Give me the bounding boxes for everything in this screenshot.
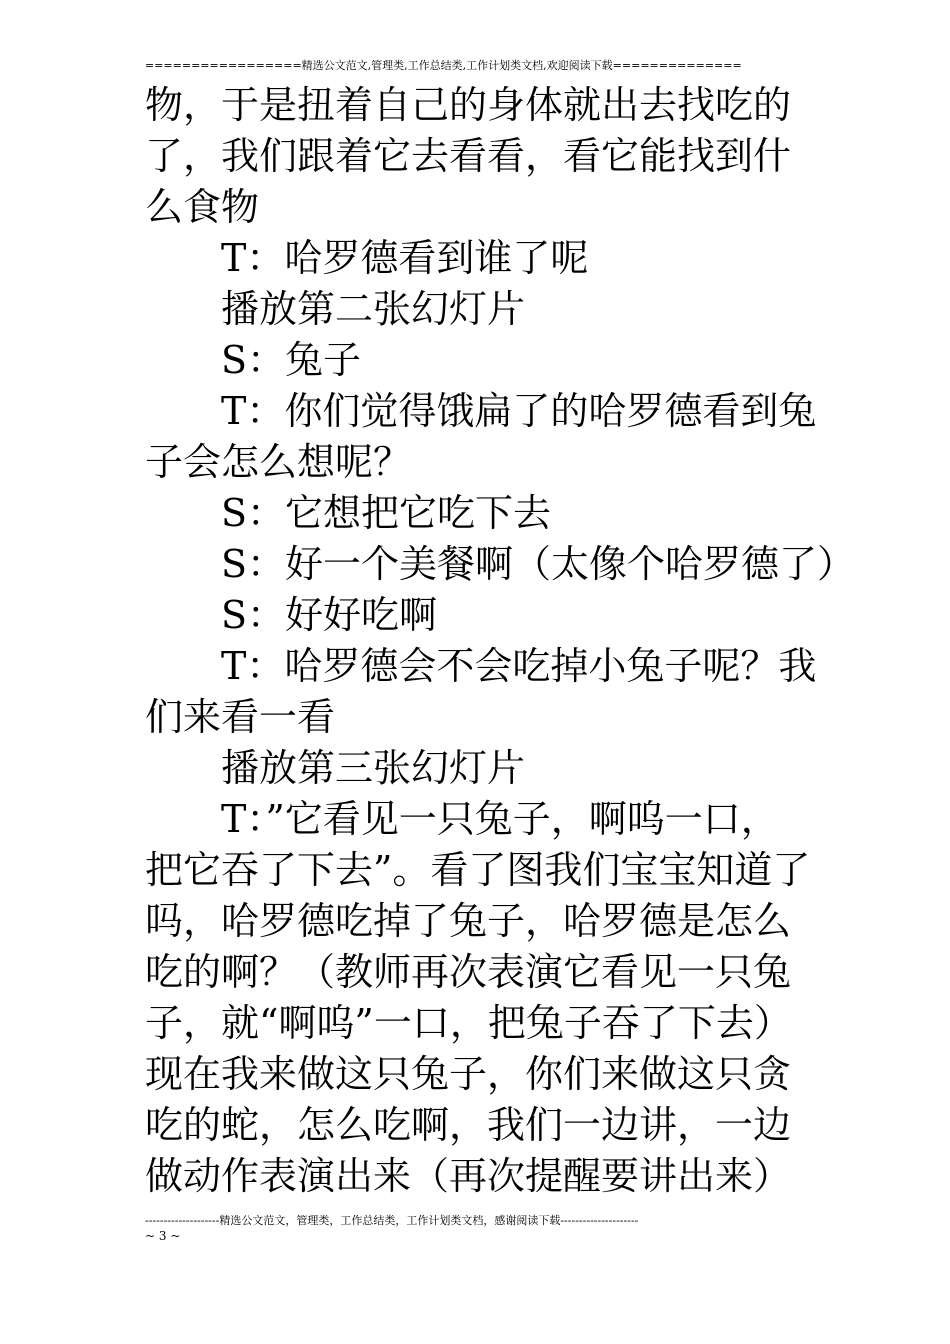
body-line: 吗，哈罗德吃掉了兔子，哈罗德是怎么 (145, 899, 792, 943)
body-line: T：哈罗德会不会吃掉小兔子呢？我 (221, 644, 817, 688)
body-line: T：哈罗德看到谁了呢 (221, 236, 589, 280)
body-line: T：”它看见一只兔子，啊呜一口， (221, 797, 779, 841)
body-line: 么食物 (145, 185, 260, 229)
body-line: 把它吞了下去”。看了图我们宝宝知道了 (145, 848, 811, 892)
body-line: 了，我们跟着它去看看，看它能找到什 (145, 134, 792, 178)
body-line: 子，就“啊呜”一口，把兔子吞了下去） (145, 1001, 792, 1045)
document-body (145, 80, 856, 1202)
body-line: 吃的啊？（教师再次表演它看见一只兔 (145, 950, 792, 994)
body-line: 物，于是扭着自己的身体就出去找吃的 (145, 83, 792, 127)
page-number: ~ 3 ~ (145, 1229, 181, 1243)
body-line: S：好好吃啊 (221, 593, 438, 637)
body-line: 现在我来做这只兔子，你们来做这只贪 (145, 1052, 792, 1096)
body-line: S：它想把它吃下去 (221, 491, 552, 535)
body-line: 播放第三张幻灯片 (221, 746, 526, 790)
body-line: T：你们觉得饿扁了的哈罗德看到兔 (221, 389, 817, 433)
page-footer: --------------------精选公文范文，管理类，工作总结类，工作计划类文档，感谢阅读下载--------------------- (145, 1214, 639, 1227)
body-line: 们来看一看 (145, 695, 336, 739)
body-line: 做动作表演出来（再次提醒要讲出来） (145, 1154, 792, 1198)
body-line: 播放第二张幻灯片 (221, 287, 526, 331)
body-line: S：好一个美餐啊（太像个哈罗德了） (221, 542, 856, 586)
page-header: =================精选公文范文,管理类,工作总结类,工作计划类文档,欢迎阅读下载============== (145, 59, 742, 72)
body-line: 吃的蛇，怎么吃啊，我们一边讲，一边 (145, 1103, 792, 1147)
body-line: 子会怎么想呢？ (145, 440, 412, 484)
body-line: S：兔子 (221, 338, 362, 382)
